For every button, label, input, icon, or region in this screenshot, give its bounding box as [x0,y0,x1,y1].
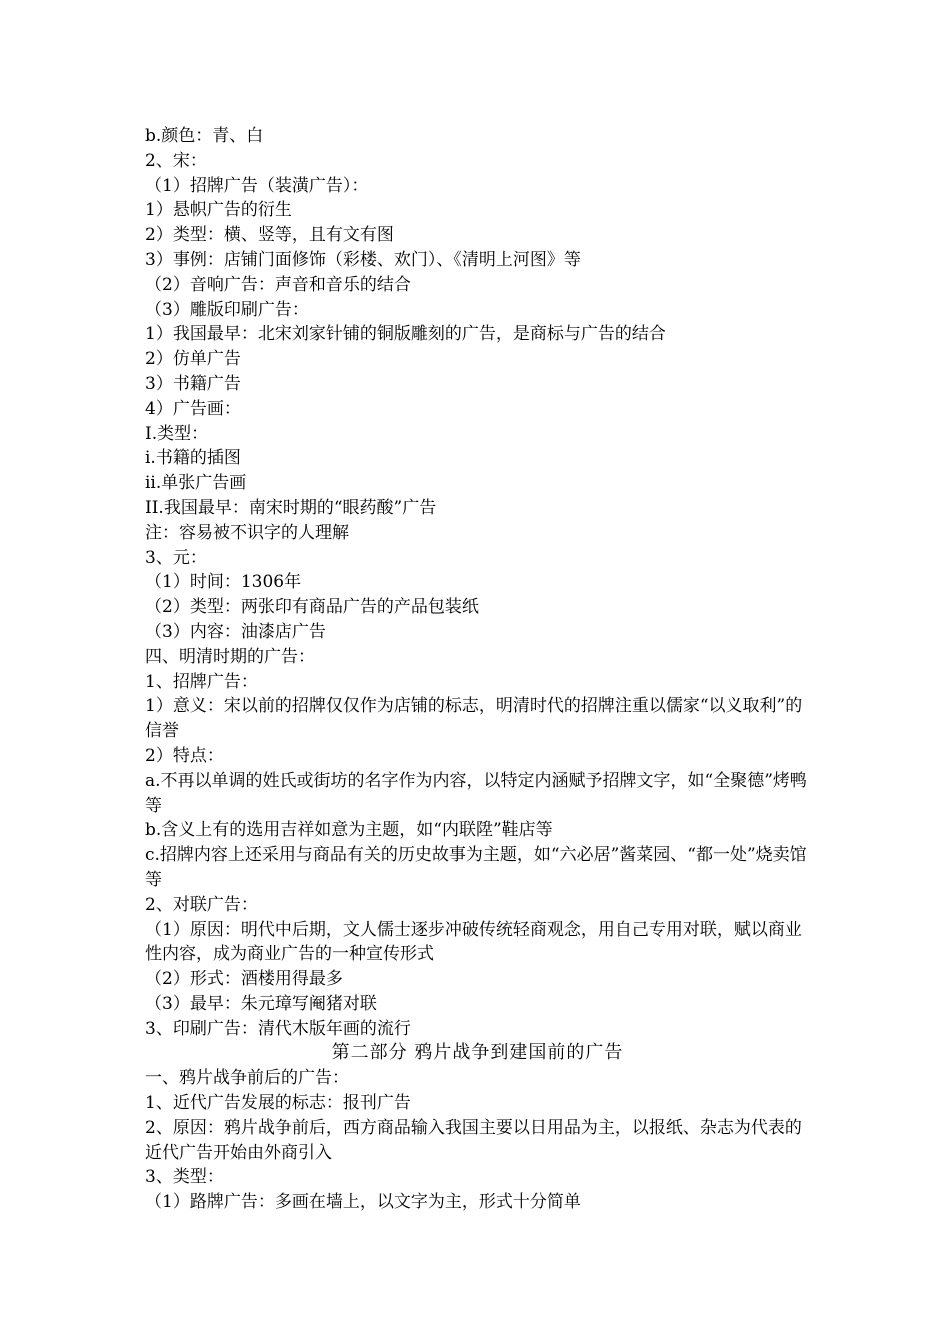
text-line: （2）形式：酒楼用得最多 [145,969,343,990]
text-line: 1）悬帜广告的衍生 [145,200,292,221]
text-line: （3）雕版印刷广告： [145,299,309,320]
text-line: （2）类型：两张印有商品广告的产品包装纸 [145,597,479,618]
text-line: II.我国最早：南宋时期的“眼药酸”广告 [145,497,437,518]
text-line: （1）原因：明代中后期，文人儒士逐步冲破传统轻商观念，用自己专用对联，赋以商业性内容，成为商业广告的一种宣传形式 [145,919,802,965]
text-line: （3）内容：油漆店广告 [145,621,326,642]
text-line: b.含义上有的选用吉祥如意为主题，如“内联陞”鞋店等 [145,820,553,841]
text-line: 2、对联广告： [145,894,258,915]
text-line: 2）类型：横、竖等，且有文有图 [145,225,394,246]
text-line: 1、近代广告发展的标志：报刊广告 [145,1093,411,1114]
text-line: 4）广告画： [145,398,241,419]
text-line: （1）招牌广告（装潢广告）： [145,175,369,196]
text-line: 3、类型： [145,1167,224,1188]
text-line: 2、宋： [145,150,207,171]
text-line: ii.单张广告画 [145,473,247,494]
document-body [145,124,810,1215]
text-block-part2 [145,1066,810,1215]
text-line: 注：容易被不识字的人理解 [145,522,349,543]
text-line: （1）时间：1306年 [145,572,302,593]
text-line: （2）音响广告：声音和音乐的结合 [145,274,411,295]
text-line: 3、印刷广告：清代木版年画的流行 [145,1018,411,1039]
text-line: （3）最早：朱元璋写阉猪对联 [145,993,377,1014]
text-line: 1、招牌广告： [145,671,258,692]
text-line: c.招牌内容上还采用与商品有关的历史故事为主题，如“六必居”酱菜园、“都一处”烧卖馆等 [145,845,807,890]
text-line: 2）特点： [145,745,224,766]
text-line: 2、原因：鸦片战争前后，西方商品输入我国主要以日用品为主，以报纸、杂志为代表的近代广告开始由外商引入 [145,1117,802,1163]
text-line: （1）路牌广告：多画在墙上，以文字为主，形式十分简单 [145,1192,581,1213]
text-line: 1）意义：宋以前的招牌仅仅作为店铺的标志，明清时代的招牌注重以儒家“以义取利”的信誉 [145,696,803,742]
text-line: i.书籍的插图 [145,448,241,469]
section-heading: 第二部分 鸦片战争到建国前的广告 [331,1042,624,1064]
text-line: 一、鸦片战争前后的广告： [145,1068,349,1089]
text-line: 3）事例：店铺门面修饰（彩楼、欢门）、《清明上河图》等 [145,249,581,270]
text-line: 1）我国最早：北宋刘家针铺的铜版雕刻的广告，是商标与广告的结合 [145,324,666,345]
text-line: 3）书籍广告 [145,373,241,394]
text-block-part1 [145,124,810,1041]
text-line: I.类型： [145,423,209,444]
text-line: 3、元： [145,547,207,568]
text-line: a.不再以单调的姓氏或街坊的名字作为内容，以特定内涵赋予招牌文字，如“全聚德”烤鸭等 [145,770,807,816]
text-line: 2）仿单广告 [145,349,241,370]
text-line: 四、明清时期的广告： [145,646,315,667]
text-line: b.颜色：青、白 [145,126,264,146]
